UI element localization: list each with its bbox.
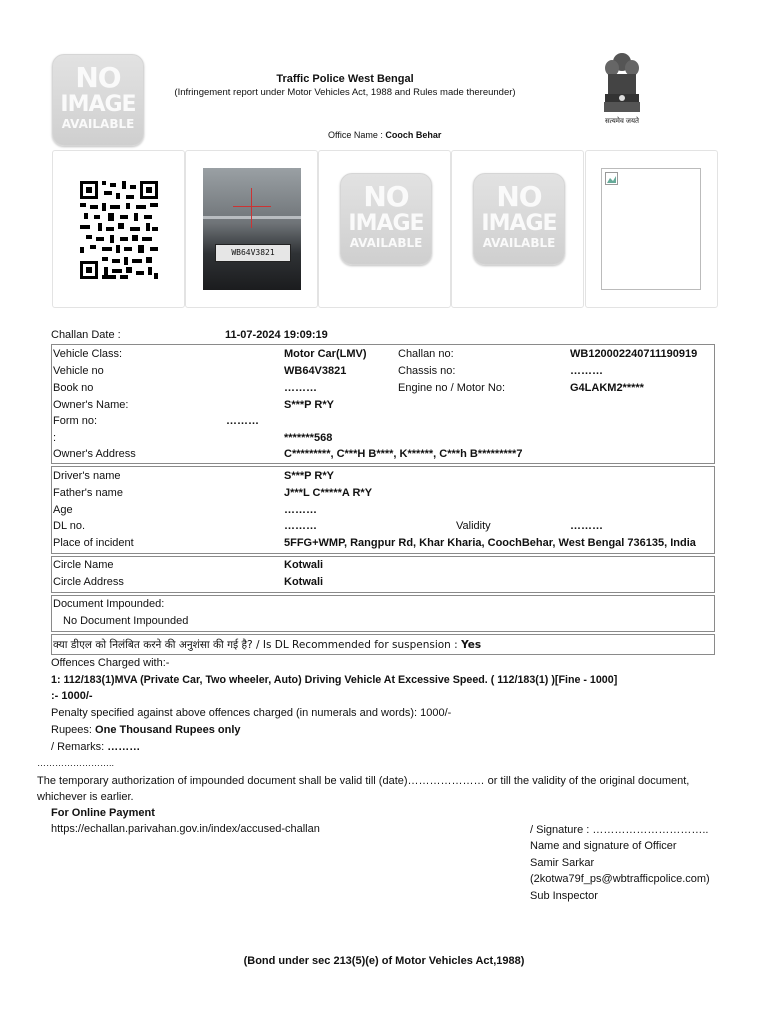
form-no-value: ……… [226, 415, 259, 427]
online-payment-label: For Online Payment [51, 807, 155, 819]
age-value: ……… [284, 504, 317, 516]
age-label: Age [53, 504, 73, 516]
book-no-label: Book no [53, 382, 94, 394]
challan-date-value: 11-07-2024 19:09:19 [225, 329, 328, 341]
driver-name-value: S***P R*Y [284, 470, 334, 482]
remarks-line [51, 741, 140, 753]
vehicle-details-box [51, 344, 715, 464]
place-value: 5FFG+WMP, Rangpur Rd, Khar Kharia, CoochBehar, West Bengal 736135, India [284, 537, 696, 549]
rupees-label: Rupees: [51, 724, 92, 736]
vehicle-no-value: WB64V3821 [284, 365, 347, 377]
circle-box [51, 556, 715, 593]
page-subtitle: (Infringement report under Motor Vehicles Act, 1988 and Rules made thereunder) [174, 87, 516, 98]
owner-address-value: C*********, C***H B****, K******, C***h B*********7 [284, 448, 523, 460]
no-image-placeholder: NO IMAGE AVAILABLE [52, 54, 144, 146]
officer-name: Samir Sarkar [530, 857, 595, 869]
chassis-value: ……… [570, 365, 603, 377]
vehicle-photo [203, 168, 301, 290]
bond-note: (Bond under sec 213(5)(e) of Motor Vehicles Act,1988) [243, 955, 525, 967]
authorization-text: The temporary authorization of impounded document shall be valid till (date)………………… or till the validity of the original document, whichever is earlier. [37, 775, 690, 803]
place-label: Place of incident [53, 537, 134, 549]
circle-name-label: Circle Name [53, 559, 114, 571]
page-title: Traffic Police West Bengal [276, 73, 414, 85]
chassis-label: Chassis no: [398, 365, 456, 377]
suspension-value: Yes [461, 639, 482, 651]
dots-line: …………………….. [37, 758, 115, 768]
office-name [328, 130, 441, 140]
qr-code-icon [80, 181, 158, 279]
offence-line: 1: 112/183(1)MVA (Private Car, Two wheeler, Auto) Driving Vehicle At Excessive Speed. ( 112/183(1) )[Fine - 1000] [51, 674, 618, 686]
validity-value: ……… [570, 520, 603, 532]
header-block [140, 73, 550, 98]
challan-date-label: Challan Date : [51, 329, 121, 341]
rupees-line [51, 724, 241, 736]
dl-no-value: ……… [284, 520, 317, 532]
father-name-label: Father's name [53, 487, 123, 499]
document-impounded-value: No Document Impounded [63, 615, 189, 627]
book-no-value: ……… [284, 382, 317, 394]
license-plate: WB64V3821 [215, 244, 291, 262]
penalty-line: Penalty specified against above offences charged (in numerals and words): 1000/- [51, 707, 452, 719]
state-emblem [600, 50, 644, 126]
image-card-3 [318, 150, 451, 308]
validity-label: Validity [456, 520, 491, 532]
form-no-label: Form no: [53, 415, 98, 427]
challan-no-label: Challan no: [398, 348, 454, 360]
remarks-label: / Remarks: [51, 741, 105, 753]
office-value: Cooch Behar [385, 130, 442, 140]
offences-heading: Offences Charged with:- [51, 657, 170, 669]
owner-name-value: S***P R*Y [284, 399, 334, 411]
engine-no-label: Engine no / Motor No: [398, 382, 506, 394]
phone-value: *******568 [284, 432, 333, 444]
rupees-value: One Thousand Rupees only [95, 724, 241, 736]
broken-image-icon [601, 168, 701, 290]
suspension-line [53, 638, 481, 652]
officer-rank: Sub Inspector [530, 890, 598, 902]
no-image-placeholder: NO IMAGE AVAILABLE [340, 173, 432, 265]
signature-line: / Signature : ………………………….. [530, 824, 709, 836]
image-card-5 [585, 150, 718, 308]
offence-amount: :- 1000/- [51, 690, 93, 702]
circle-name-value: Kotwali [284, 559, 324, 571]
owner-name-label: Owner's Name: [53, 399, 129, 411]
officer-caption: Name and signature of Officer [530, 840, 677, 852]
vehicle-photo-card [185, 150, 318, 308]
suspension-label: क्या डीएल को निलंबित करने की अनुशंसा की गई है? / Is DL Recommended for suspension : [53, 639, 458, 651]
emblem-caption: सत्यमेव जयते [604, 118, 640, 125]
vehicle-class-value: Motor Car(LMV) [284, 348, 367, 360]
officer-email: (2kotwa79f_ps@wbtrafficpolice.com) [530, 873, 710, 885]
circle-address-value: Kotwali [284, 576, 324, 588]
owner-address-label: Owner's Address [53, 448, 136, 460]
engine-no-value: G4LAKM2***** [570, 382, 644, 394]
circle-address-label: Circle Address [53, 576, 124, 588]
office-label: Office Name : [328, 130, 383, 140]
no-image-placeholder: NO IMAGE AVAILABLE [473, 173, 565, 265]
remarks-value: ……… [107, 741, 141, 753]
online-payment-link[interactable]: https://echallan.parivahan.gov.in/index/accused-challan [51, 823, 320, 835]
challan-no-value: WB120002240711190919 [570, 348, 698, 360]
dl-no-label: DL no. [53, 520, 86, 532]
image-card-4 [451, 150, 584, 308]
vehicle-class-label: Vehicle Class: [53, 348, 123, 360]
driver-name-label: Driver's name [53, 470, 121, 482]
vehicle-no-label: Vehicle no [53, 365, 104, 377]
document-impounded-label: Document Impounded: [53, 598, 165, 610]
qr-card [52, 150, 185, 308]
father-name-value: J***L C*****A R*Y [284, 487, 373, 499]
phone-label: : [53, 432, 57, 444]
